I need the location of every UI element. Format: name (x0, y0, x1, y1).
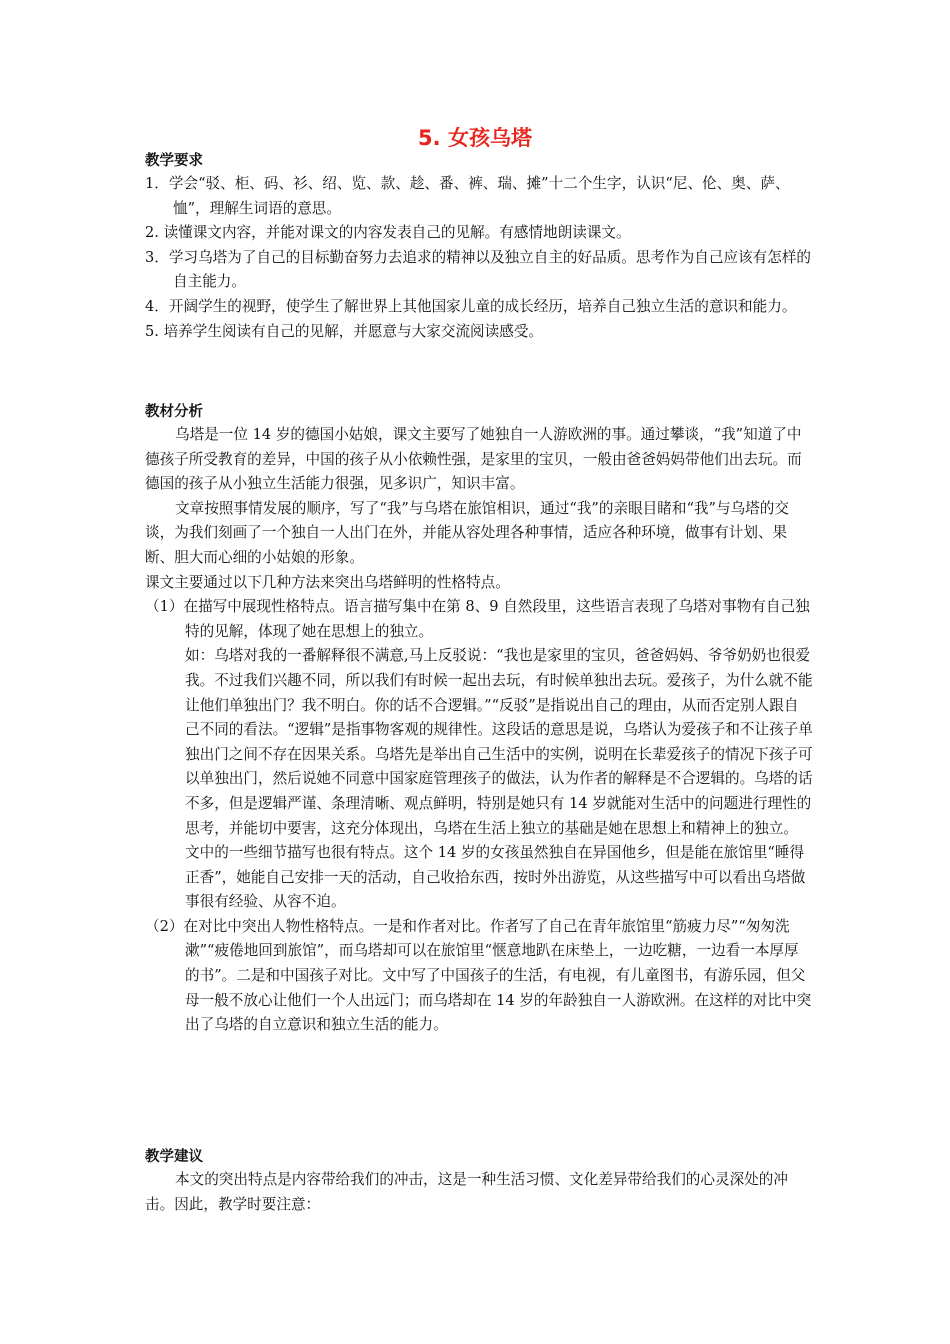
analysis-point-1-detail: 文中的一些细节描写也很有特点。这个 14 岁的女孩虽然独自在异国他乡，但是能在旅馆里“睡得正香”，她能自己安排一天的活动，自己收拾东西，按时外出游览，从这些描写中可以看出乌塔做事很有经验、从容不迫。 (185, 844, 806, 911)
suggestions-paragraph: 本文的突出特点是内容带给我们的冲击，这是一种生活习惯、文化差异带给我们的心灵深处的冲击。因此，教学时要注意： (145, 1171, 788, 1213)
suggestions-heading: 教学建议 (145, 1149, 203, 1165)
analysis-point-2: （2）在对比中突出人物性格特点。一是和作者对比。作者写了自己在青年旅馆里“筋疲力尽”“匆匆洗漱”“疲倦地回到旅馆”，而乌塔却可以在旅馆里“惬意地趴在床垫上，一边吃糖，一边看一本厚厚的书”。二是和中国孩子对比。文中写了中国孩子的生活，有电视，有儿童图书，有游乐园，但父母一般不放心让他们一个人出远门；而乌塔却在 14 岁的年龄独自一人游欧洲。在这样的对比中突出了乌塔的自立意识和独立生活的能力。 (145, 917, 812, 1034)
analysis-point-1: （1）在描写中展现性格特点。语言描写集中在第 8、9 自然段里，这些语言表现了乌塔对事物有自己独特的见解，体现了她在思想上的独立。 (145, 598, 810, 640)
requirement-item: 4．开阔学生的视野，使学生了解世界上其他国家儿童的成长经历，培养自己独立生活的意识和能力。 (145, 297, 797, 315)
analysis-paragraph: 乌塔是一位 14 岁的德国小姑娘，课文主要写了她独自一人游欧洲的事。通过攀谈，“我”知道了中德孩子所受教育的差异，中国的孩子从小依赖性强，是家里的宝贝，一般由爸爸妈妈带他们出去玩。而德国的孩子从小独立生活能力很强，见多识广，知识丰富。 (145, 426, 802, 493)
analysis-intro: 课文主要通过以下几种方法来突出乌塔鲜明的性格特点。 (145, 573, 510, 591)
requirement-item: 2. 读懂课文内容，并能对课文的内容发表自己的见解。有感情地朗读课文。 (145, 224, 631, 242)
analysis-point-1-example: 如：乌塔对我的一番解释很不满意,马上反驳说：“我也是家里的宝贝，爸爸妈妈、爷爷奶奶也很爱我。不过我们兴趣不同，所以我们有时候一起出去玩，有时候单独出去玩。爱孩子，为什么就不能让他们单独出门？我不明白。你的话不合逻辑。”“反驳”是指说出自己的理由，从而否定别人跟自己不同的看法。“逻辑”是指事物客观的规律性。这段话的意思是说，乌塔认为爱孩子和不让孩子单独出门之间不存在因果关系。乌塔先是举出自己生活中的实例，说明在长辈爱孩子的情况下孩子可以单独出门，然后说她不同意中国家庭管理孩子的做法，认为作者的解释是不合逻辑的。乌塔的话不多，但是逻辑严谨、条理清晰、观点鲜明，特别是她只有 14 岁就能对生活中的问题进行理性的思考，并能切中要害，这充分体现出，乌塔在生活上独立的基础是她在思想上和精神上的独立。 (185, 647, 813, 837)
analysis-paragraph: 文章按照事情发展的顺序，写了“我”与乌塔在旅馆相识，通过“我”的亲眼目睹和“我”与乌塔的交谈，为我们刻画了一个独自一人出门在外，并能从容处理各种事情，适应各种环境，做事有计划、果断、胆大而心细的小姑娘的形象。 (145, 499, 789, 566)
page-title: 5. 女孩乌塔 (418, 126, 532, 150)
requirements-list (145, 172, 817, 344)
requirement-item: 3．学习乌塔为了自己的目标勤奋努力去追求的精神以及独立自主的好品质。思考作为自己应该有怎样的自主能力。 (145, 248, 812, 291)
requirement-item: 1．学会“驳、柜、码、衫、绍、览、款、趁、番、裤、瑞、摊”十二个生字，认识“尼、伦、奥、萨、恤”，理解生词语的意思。 (145, 175, 790, 217)
analysis-body (145, 423, 813, 1038)
analysis-heading: 教材分析 (145, 404, 203, 420)
requirements-heading: 教学要求 (145, 153, 203, 169)
suggestions-body (145, 1168, 813, 1217)
requirement-item: 5. 培养学生阅读有自己的见解，并愿意与大家交流阅读感受。 (145, 322, 544, 340)
